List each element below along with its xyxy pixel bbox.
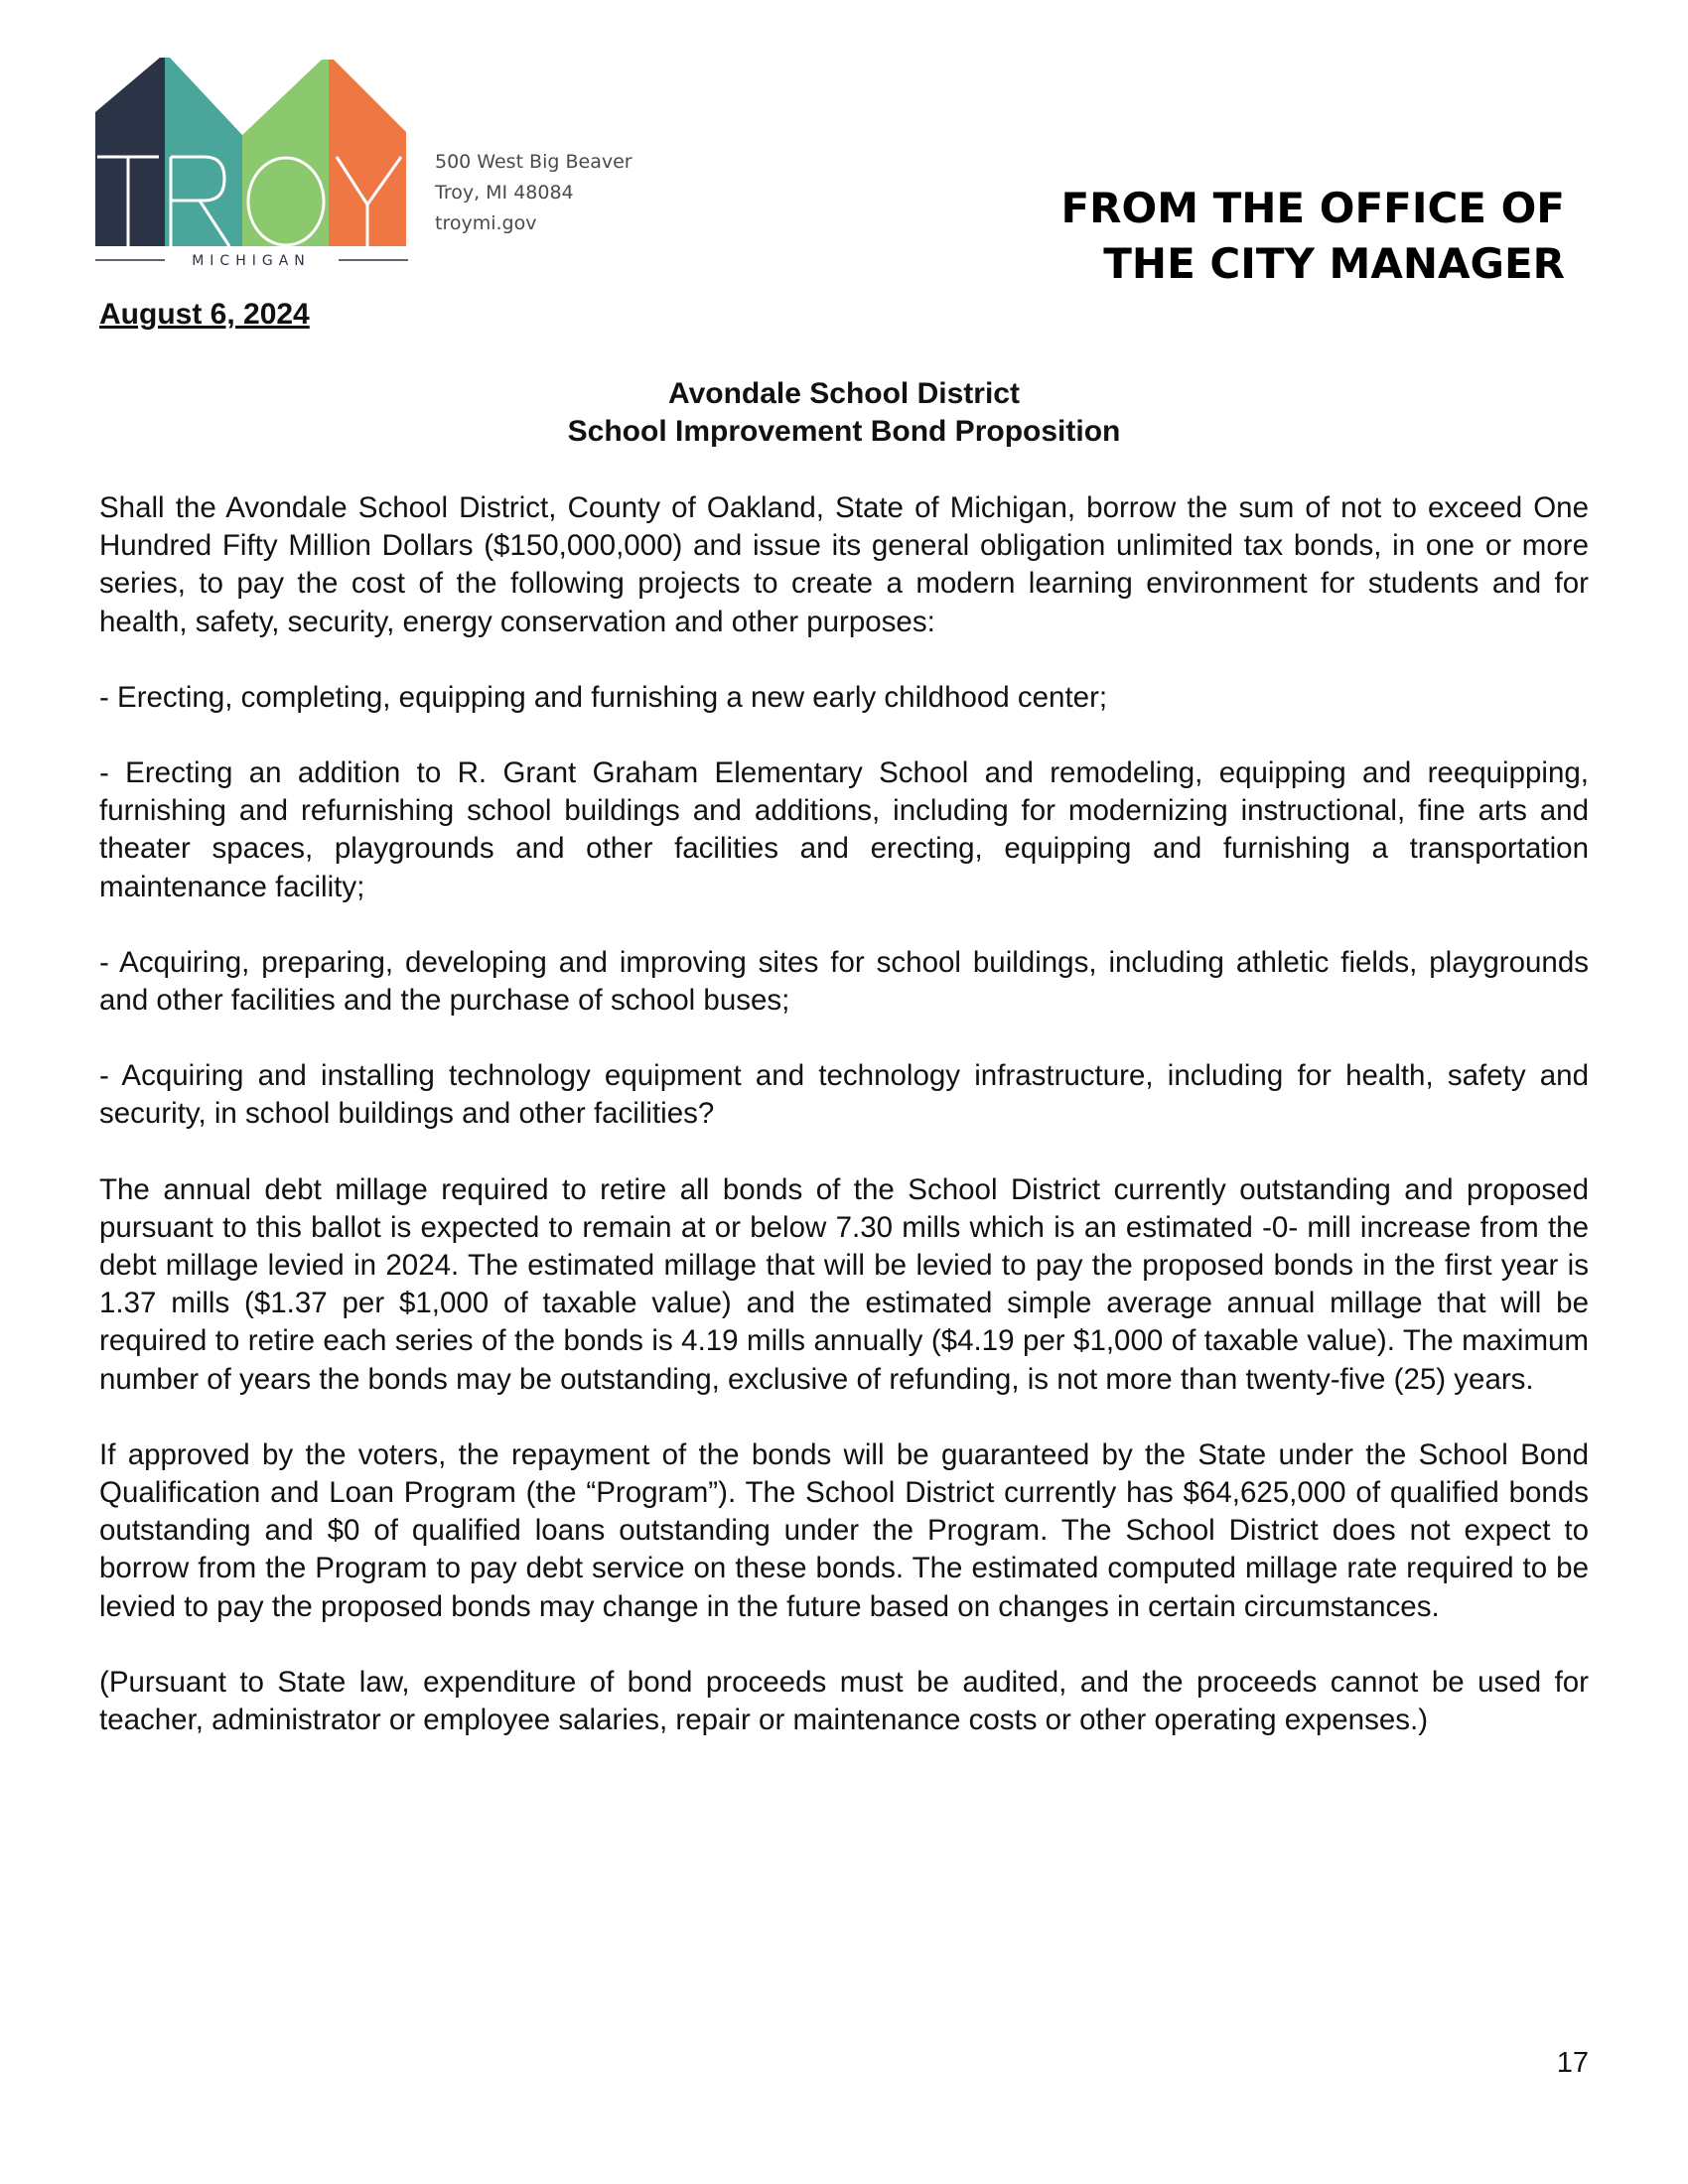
troy-michigan-logo [95, 58, 408, 266]
document-date: August 6, 2024 [99, 298, 310, 331]
paragraph-millage: The annual debt millage required to retire all bonds of the School District currently outstanding and proposed pursuant to this ballot is expected to remain at or below 7.30 mills which is an estimated -0- mill increase from the debt millage levied in 2024. The estimated millage that will be levied to pay the proposed bonds in the first year is 1.37 mills ($1.37 per $1,000 of taxable value) and the estimated simple average annual millage that will be required to retire each series of the bonds is 4.19 mills annually ($4.19 per $1,000 of taxable value). The maximum number of years the bonds may be outstanding, exclusive of refunding, is not more than twenty-five (25) years. [99, 1172, 1589, 1396]
address-street: 500 West Big Beaver [435, 151, 633, 173]
logo-house-green [242, 60, 329, 246]
paragraph-item-early-childhood: - Erecting, completing, equipping and furnishing a new early childhood center; [99, 680, 1108, 714]
title-line-2: School Improvement Bond Proposition [567, 415, 1121, 448]
title-line-1: Avondale School District [668, 377, 1020, 410]
paragraph-intro: Shall the Avondale School District, County of Oakland, State of Michigan, borrow the sum of not to exceed One Hundred Fifty Million Dollars ($150,000,000) and issue its general obligation unlimited tax bonds, in one or more series, to pay the cost of the following projects to create a modern learning environment for students and for health, safety, security, energy conservation and other purposes: [99, 491, 1589, 638]
paragraph-item-sites: - Acquiring, preparing, developing and improving sites for school buildings, including athletic fields, playgrounds and other facilities and the purchase of school buses; [99, 945, 1589, 1018]
office-line-1: FROM THE OFFICE OF [1060, 184, 1565, 232]
document-title [99, 375, 1589, 451]
paragraph-item-graham-addition: - Erecting an addition to R. Grant Graham Elementary School and remodeling, equipping and reequipping, furnishing and refurnishing school buildings and additions, including for modernizing instructional, fine arts and theater spaces, playgrounds and other facilities and erecting, equipping and furnishing a transportation maintenance facility; [99, 756, 1589, 903]
paragraph-item-technology: - Acquiring and installing technology equipment and technology infrastructure, including for health, safety and security, in school buildings and other facilities? [99, 1059, 1589, 1131]
office-heading [1060, 181, 1565, 292]
city-address [435, 147, 633, 239]
paragraph-qualification-program: If approved by the voters, the repayment of the bonds will be guaranteed by the State under the School Bond Qualification and Loan Program (the “Program”). The School District currently has $64,625,000 of qualified bonds outstanding and $0 of qualified loans outstanding under the Program. The School District does not expect to borrow from the Program to pay debt service on these bonds. The estimated computed millage rate required to be levied to pay the proposed bonds may change in the future based on changes in certain circumstances. [99, 1437, 1589, 1623]
page-number: 17 [1556, 2047, 1589, 2079]
office-line-2: THE CITY MANAGER [1103, 239, 1565, 288]
logo-house-teal [165, 58, 242, 246]
logo-subtitle: MICHIGAN [192, 253, 311, 266]
address-website: troymi.gov [435, 212, 537, 234]
paragraph-state-law: (Pursuant to State law, expenditure of bond proceeds must be audited, and the proceeds cannot be used for teacher, administrator or employee salaries, repair or maintenance costs or other operating expenses.) [99, 1665, 1589, 1737]
address-city: Troy, MI 48084 [435, 182, 574, 204]
logo-house-navy [95, 58, 165, 246]
ballot-text [99, 489, 1589, 1777]
